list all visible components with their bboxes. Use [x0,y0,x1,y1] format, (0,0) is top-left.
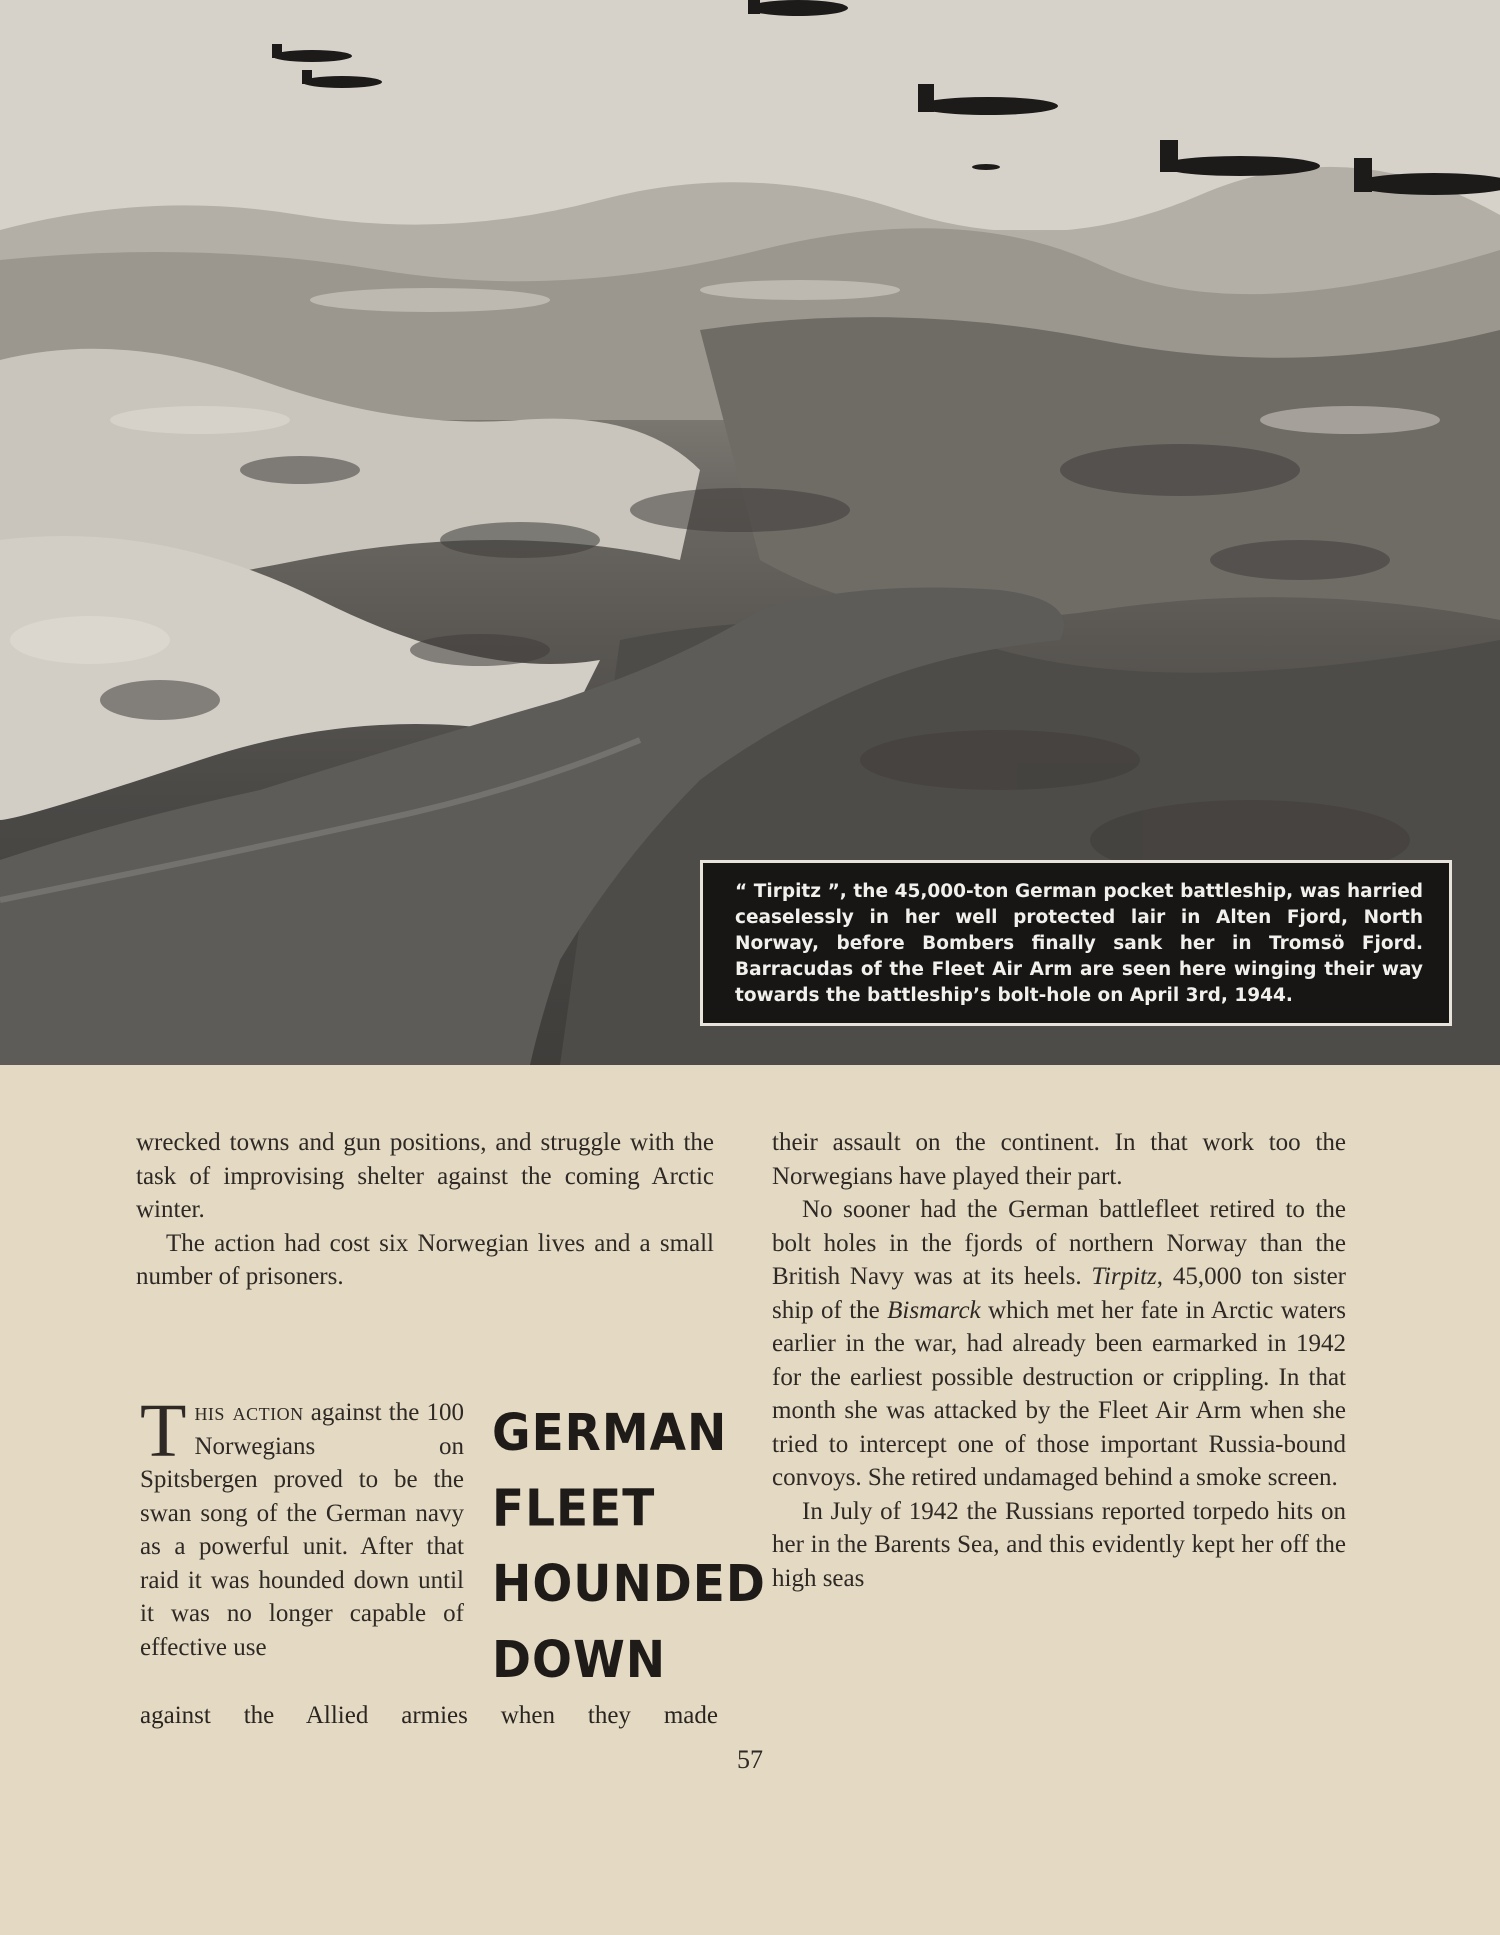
paragraph: wrecked towns and gun positions, and struggle with the task of improvising shelter against the coming Arctic winter. [136,1129,714,1223]
headline-line: HOUNDED [492,1554,766,1615]
drop-cap: T [140,1389,187,1473]
paragraph: The action had cost six Norwegian lives and a small number of prisoners. [136,1229,714,1290]
small-caps-lead: his action [194,1399,304,1426]
paragraph-text: No sooner had the German battlefleet retired to the bolt holes in the fjords of northern Norway than the British Navy was at its heels. [772,1196,1346,1290]
ship-name-tirpitz: Tirpitz [1091,1263,1157,1290]
headline-line: GERMAN [492,1403,728,1463]
ship-name-bismarck: Bismarck [887,1296,981,1324]
headline-line: FLEET [492,1479,656,1539]
paragraph: their assault on the continent. In that work too the Norwegians have played their part. [772,1129,1346,1190]
page-number: 57 [737,1745,763,1774]
left-column-bottom [140,1389,464,1664]
headline-line: DOWN [492,1630,667,1690]
paragraph [772,1193,1346,1495]
left-column-top [136,1126,714,1294]
paragraph [140,1389,464,1664]
paragraph-text: , 45,000 ton sister ship of the [772,1263,1346,1324]
photo-caption: “ Tirpitz ”, the 45,000-ton German pocket battleship, was harried ceaselessly in her well protected lair in Alten Fjord, North Norway, before Bombers finally sank her in Tromsö Fjord. Barracudas of the Fleet Air Arm are seen here winging their way towards the battleship’s bolt-hole on April 3rd, 1944. [700,860,1452,1026]
paragraph: In July of 1942 the Russians reported torpedo hits on her in the Barents Sea, and this evidently kept her off the high seas [772,1497,1346,1592]
paragraph-text: against the 100 Norwegians on Spitsbergen proved to be the swan song of the German navy as a powerful unit. After that raid it was hounded down until it was no longer capable of effective use [140,1399,464,1661]
right-column [772,1126,1346,1595]
article-headline [492,1396,766,1698]
paragraph-last-line: against the Allied armies when they made [140,1702,718,1729]
paragraph-text: which met her fate in Arctic waters earlier in the war, had already been earmarked in 1942 for the earliest possible destruction or crippling. In that month she was attacked by the Fleet Air Arm when she tried to intercept one of those important Russia-bound convoys. She retired undamaged behind a smoke screen. [772,1296,1346,1491]
